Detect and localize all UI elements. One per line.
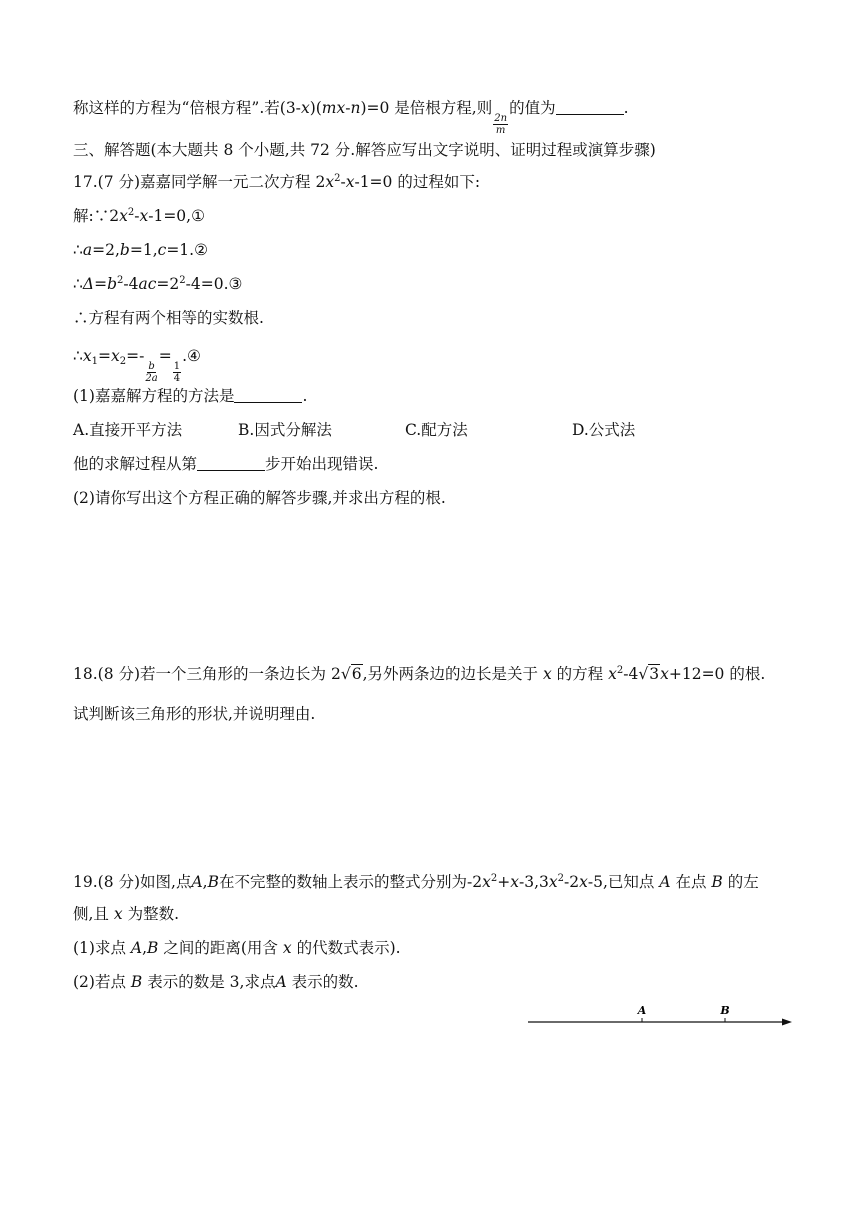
text: =1.② xyxy=(166,241,208,259)
var-a: a xyxy=(82,241,93,259)
text: -4=0.③ xyxy=(185,275,243,293)
answer-blank[interactable] xyxy=(234,388,302,403)
q17-step5 xyxy=(73,344,201,384)
sup: 2 xyxy=(179,275,186,286)
var-x: x xyxy=(111,347,120,365)
var-x: x xyxy=(325,173,335,191)
text: -4 xyxy=(123,275,139,293)
text: 的左 xyxy=(727,873,759,891)
var-c: c xyxy=(157,241,167,259)
sqrt-3: √3 xyxy=(638,665,660,683)
sup: 2 xyxy=(490,873,498,884)
text: , xyxy=(202,873,208,891)
text: 19.(8 分)如图,点 xyxy=(73,873,192,891)
text: (1)嘉嘉解方程的方法是 xyxy=(73,387,235,405)
text: 表示的数是 3,求点 xyxy=(147,973,276,991)
text: -2 xyxy=(564,873,580,891)
option-a: A.直接开平方法 xyxy=(73,421,183,439)
text: 的方程 xyxy=(556,665,604,683)
var-x: x xyxy=(660,665,669,683)
radicand: 3 xyxy=(649,665,660,683)
q17-step2 xyxy=(73,238,208,262)
q17-part2: (2)请你写出这个方程正确的解答步骤,并求出方程的根. xyxy=(73,489,446,507)
q16-text: 称这样的方程为“倍根方程”.若(3- xyxy=(73,99,301,117)
text: 表示的数. xyxy=(291,973,359,991)
section-heading: 三、解答题(本大题共 8 个小题,共 72 分.解答应写出文字说明、证明过程或演算步骤) xyxy=(73,141,656,159)
point-b: B xyxy=(147,939,159,957)
text: , xyxy=(142,939,148,957)
text: ,另外两条边的边长是关于 xyxy=(362,665,539,683)
var-x: x xyxy=(300,99,310,117)
option-b: B.因式分解法 xyxy=(238,421,332,439)
text: ∴ xyxy=(73,275,83,293)
var-x: x xyxy=(345,173,355,191)
var-delta: Δ xyxy=(82,275,95,293)
text: -1=0 的过程如下: xyxy=(354,173,481,191)
var-n: n xyxy=(350,99,361,117)
text: -1=0,① xyxy=(148,207,205,225)
var-x: x xyxy=(548,873,558,891)
point-b: B xyxy=(130,973,143,991)
text: = xyxy=(158,347,172,365)
sup: 2 xyxy=(334,173,341,184)
var-x: x xyxy=(579,873,588,891)
q16-text: )( xyxy=(309,99,322,117)
q17-part1 xyxy=(73,384,307,408)
text: ∴ xyxy=(73,347,83,365)
text: - xyxy=(134,207,140,225)
q19-part1 xyxy=(73,936,401,960)
var-x: x xyxy=(542,665,552,683)
sub: 1 xyxy=(91,356,98,367)
sup: 2 xyxy=(557,873,564,884)
point-a: A xyxy=(275,973,287,991)
text: -3,3 xyxy=(518,873,549,891)
point-b: B xyxy=(711,873,723,891)
radicand: 6 xyxy=(351,665,362,683)
point-a: A xyxy=(191,873,203,891)
text: 侧,且 xyxy=(73,905,109,923)
var-ac: ac xyxy=(138,275,157,293)
text: + xyxy=(497,873,511,891)
frac-num: b xyxy=(148,361,155,372)
var-x: x xyxy=(113,905,123,923)
q19-line2 xyxy=(73,902,179,926)
text: 他的求解过程从第 xyxy=(73,455,198,473)
sqrt-6: √6 xyxy=(340,665,362,683)
text: - xyxy=(340,173,346,191)
q19-line1 xyxy=(73,870,759,894)
var-x: x xyxy=(336,99,346,117)
fraction-2n-over-m xyxy=(493,113,508,136)
text: 的代数式表示). xyxy=(296,939,401,957)
text: =2, xyxy=(92,241,120,259)
frac-den: 4 xyxy=(173,373,181,384)
var-x: x xyxy=(119,207,128,225)
axis-label-b: B xyxy=(720,1004,730,1017)
frac-den: m xyxy=(495,125,506,136)
var-x: x xyxy=(608,665,617,683)
text: (1)求点 xyxy=(73,939,126,957)
text: =1, xyxy=(129,241,158,259)
q16-tail xyxy=(73,96,629,136)
fraction-b-over-2a xyxy=(145,361,157,384)
var-x: x xyxy=(482,873,491,891)
axis-label-a: A xyxy=(637,1004,647,1017)
sup: 2 xyxy=(117,275,124,286)
option-d: D.公式法 xyxy=(572,421,636,439)
q17-step1 xyxy=(73,204,205,228)
point-a: A xyxy=(659,873,671,891)
frac-num: 1 xyxy=(173,361,181,372)
text: 18.(8 分)若一个三角形的一条边长为 2 xyxy=(73,665,341,683)
q19-part2 xyxy=(73,970,359,994)
q18-line1 xyxy=(73,662,765,686)
point-b: B xyxy=(207,873,219,891)
text: -5,已知点 xyxy=(587,873,655,891)
text: 在点 xyxy=(675,873,707,891)
q17-step4: ∴方程有两个相等的实数根. xyxy=(73,309,264,327)
q16-text: )=0 是倍根方程,则 xyxy=(360,99,493,117)
sup: 2 xyxy=(616,665,624,676)
q18-line2: 试判断该三角形的形状,并说明理由. xyxy=(73,705,316,723)
text: 17.(7 分)嘉嘉同学解一元二次方程 2 xyxy=(73,173,326,191)
text: = xyxy=(98,347,111,365)
q17-options xyxy=(73,418,635,442)
sup: 2 xyxy=(127,207,135,218)
answer-blank[interactable] xyxy=(556,100,624,115)
q16-text: . xyxy=(623,99,629,117)
q16-text: - xyxy=(345,99,351,117)
text: 解:∵2 xyxy=(73,207,120,225)
var-x: x xyxy=(139,207,149,225)
text: .④ xyxy=(182,347,201,365)
var-m: m xyxy=(321,99,337,117)
q17-wrong-step xyxy=(73,452,378,476)
var-x: x xyxy=(82,347,92,365)
axis-arrow-icon xyxy=(782,1019,792,1026)
text: =2 xyxy=(156,275,180,293)
var-b: b xyxy=(107,275,118,293)
number-line-figure xyxy=(520,1000,800,1036)
q17-step3 xyxy=(73,272,242,296)
option-c: C.配方法 xyxy=(405,421,468,439)
text: +12=0 的根. xyxy=(668,665,766,683)
frac-num: 2n xyxy=(494,113,508,124)
text: . xyxy=(302,387,308,405)
text: = xyxy=(94,275,108,293)
fraction-1-over-4 xyxy=(173,361,181,384)
text: 之间的距离(用含 xyxy=(163,939,278,957)
text: 在不完整的数轴上表示的整式分别为-2 xyxy=(219,873,483,891)
text: 步开始出现错误. xyxy=(265,455,379,473)
text: -4 xyxy=(623,665,639,683)
text: (2)若点 xyxy=(73,973,126,991)
text: =- xyxy=(126,347,145,365)
point-a: A xyxy=(130,939,143,957)
var-x: x xyxy=(282,939,292,957)
text: ∴ xyxy=(73,241,83,259)
q16-text: 的值为 xyxy=(509,99,556,117)
sub: 2 xyxy=(119,356,127,367)
var-x: x xyxy=(510,873,519,891)
answer-blank[interactable] xyxy=(197,456,265,471)
q17-title xyxy=(73,170,480,194)
frac-den: 2a xyxy=(145,373,158,384)
var-b: b xyxy=(119,241,130,259)
text: 为整数. xyxy=(127,905,179,923)
